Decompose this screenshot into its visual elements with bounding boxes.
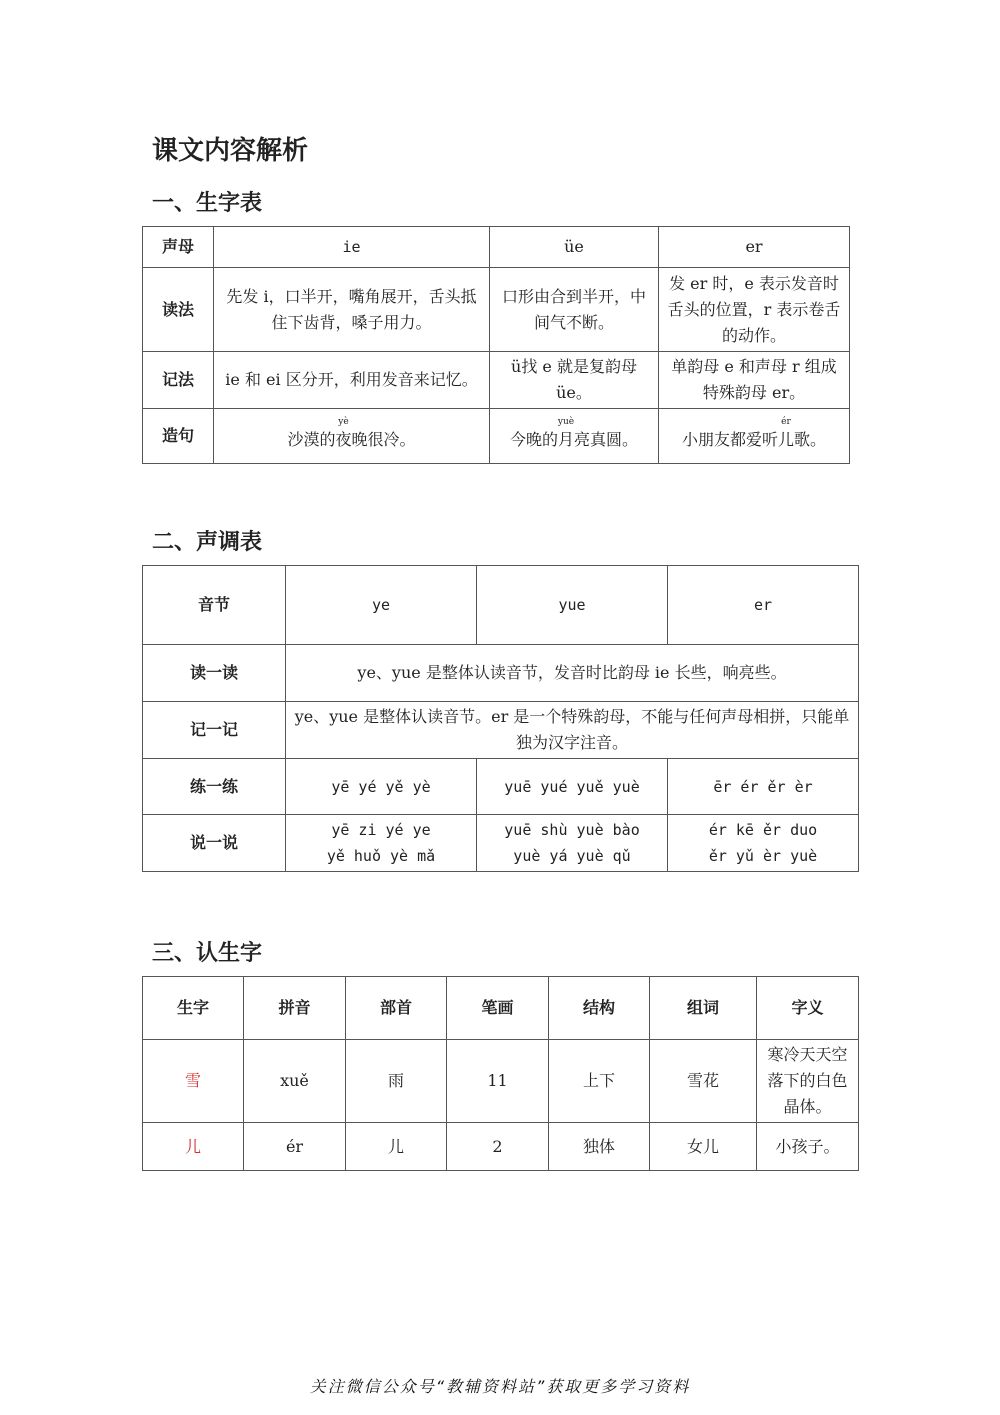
table-cell: 雪花: [650, 1040, 757, 1123]
table-cell: ü找 e 就是复韵母üe。: [490, 352, 659, 409]
header-cell: üe: [490, 227, 659, 268]
table-cell: 2: [447, 1123, 549, 1171]
sentence-text: 小朋友都爱听: [681, 430, 778, 449]
pinyin-annotation: yuè: [557, 417, 575, 427]
sentence-text: 歌。: [794, 430, 827, 449]
say-line: yē zi yé ye: [331, 821, 431, 839]
table-cell: 先发 i，口半开，嘴角展开，舌头抵住下齿背，嗓子用力。: [214, 268, 490, 352]
header-cell: 字义: [757, 977, 859, 1040]
say-line: yuē shù yuè bào: [504, 821, 640, 839]
table-cell: ye、yue 是整体认读音节。er 是一个特殊韵母，不能与任何声母相拼，只能单独为汉字注音。: [286, 702, 859, 759]
footer-note: 关注微信公众号“教辅资料站”获取更多学习资料: [309, 1377, 691, 1396]
table-cell: 寒冷天天空落下的白色晶体。: [757, 1040, 859, 1123]
sentence-text: 今晚的: [509, 430, 558, 449]
table-cell: [286, 815, 477, 872]
header-cell: 声母: [143, 227, 214, 268]
say-line: ěr yǔ èr yuè: [708, 847, 818, 865]
sentence-cell: [214, 409, 490, 464]
pinyin-annotation: yè: [338, 417, 349, 427]
header-cell: ye: [286, 566, 477, 645]
table-cell: 小孩子。: [757, 1123, 859, 1171]
table-cell: ie 和 ei 区分开，利用发音来记忆。: [214, 352, 490, 409]
table-row: [143, 1040, 859, 1123]
annotated-char: [777, 417, 794, 453]
row-label: 读一读: [143, 645, 286, 702]
char: 儿: [777, 430, 794, 449]
section3-title: 三、认生字: [152, 941, 263, 966]
table-cell: yē yé yě yè: [286, 759, 477, 815]
table-row: [143, 977, 859, 1040]
table-cell: 雨: [346, 1040, 447, 1123]
say-line: yuè yá yuè qǔ: [513, 847, 631, 865]
header-cell: 组词: [650, 977, 757, 1040]
header-cell: 生字: [143, 977, 244, 1040]
row-label: 练一练: [143, 759, 286, 815]
table-row: [143, 645, 859, 702]
table-row: [143, 566, 859, 645]
section3-table: [142, 976, 859, 1171]
table-row: [143, 759, 859, 815]
table-cell: yuē yué yuě yuè: [477, 759, 668, 815]
section2-table: [142, 565, 859, 872]
header-cell: 部首: [346, 977, 447, 1040]
header-cell: er: [659, 227, 850, 268]
sentence-text: 晚很冷。: [351, 430, 416, 449]
char: 夜: [335, 430, 352, 449]
table-cell: ye、yue 是整体认读音节，发音时比韵母 ie 长些，响亮些。: [286, 645, 859, 702]
table-cell: 发 er 时，e 表示发音时舌头的位置，r 表示卷舌的动作。: [659, 268, 850, 352]
header-cell: yue: [477, 566, 668, 645]
sentence-cell: [659, 409, 850, 464]
table-cell: [477, 815, 668, 872]
table-cell: xuě: [244, 1040, 346, 1123]
pinyin-annotation: ér: [781, 417, 791, 427]
header-cell: er: [668, 566, 859, 645]
table-cell: 口形由合到半开，中间气不断。: [490, 268, 659, 352]
row-label: 记一记: [143, 702, 286, 759]
say-line: ér kē ěr duo: [708, 821, 818, 839]
row-label: 造句: [143, 409, 214, 464]
char: 月: [557, 430, 574, 449]
sentence-text: 亮真圆。: [574, 430, 639, 449]
table-cell: ēr ér ěr èr: [668, 759, 859, 815]
table-cell: [668, 815, 859, 872]
table-cell: 女儿: [650, 1123, 757, 1171]
table-cell: ér: [244, 1123, 346, 1171]
annotated-char: [557, 417, 575, 453]
table-cell: 单韵母 e 和声母 r 组成特殊韵母 er。: [659, 352, 850, 409]
sentence-cell: [490, 409, 659, 464]
section1-table: [142, 226, 850, 464]
table-cell: 上下: [549, 1040, 650, 1123]
sentence-text: 沙漠的: [287, 430, 336, 449]
table-row: [143, 815, 859, 872]
header-cell: 音节: [143, 566, 286, 645]
header-cell: 拼音: [244, 977, 346, 1040]
new-char: 儿: [143, 1123, 244, 1171]
table-row: [143, 702, 859, 759]
table-row: [143, 409, 850, 464]
row-label: 记法: [143, 352, 214, 409]
header-cell: ie: [214, 227, 490, 268]
table-cell: 11: [447, 1040, 549, 1123]
section1-title: 一、生字表: [152, 191, 263, 216]
table-row: [143, 1123, 859, 1171]
table-cell: 儿: [346, 1123, 447, 1171]
table-row: [143, 227, 850, 268]
row-label: 读法: [143, 268, 214, 352]
table-row: [143, 268, 850, 352]
row-label: 说一说: [143, 815, 286, 872]
section2-title: 二、声调表: [152, 530, 263, 555]
annotated-char: [335, 417, 352, 453]
say-line: yě huǒ yè mǎ: [326, 847, 436, 865]
table-row: [143, 352, 850, 409]
header-cell: 笔画: [447, 977, 549, 1040]
header-cell: 结构: [549, 977, 650, 1040]
page-title: 课文内容解析: [152, 136, 309, 166]
new-char: 雪: [143, 1040, 244, 1123]
table-cell: 独体: [549, 1123, 650, 1171]
